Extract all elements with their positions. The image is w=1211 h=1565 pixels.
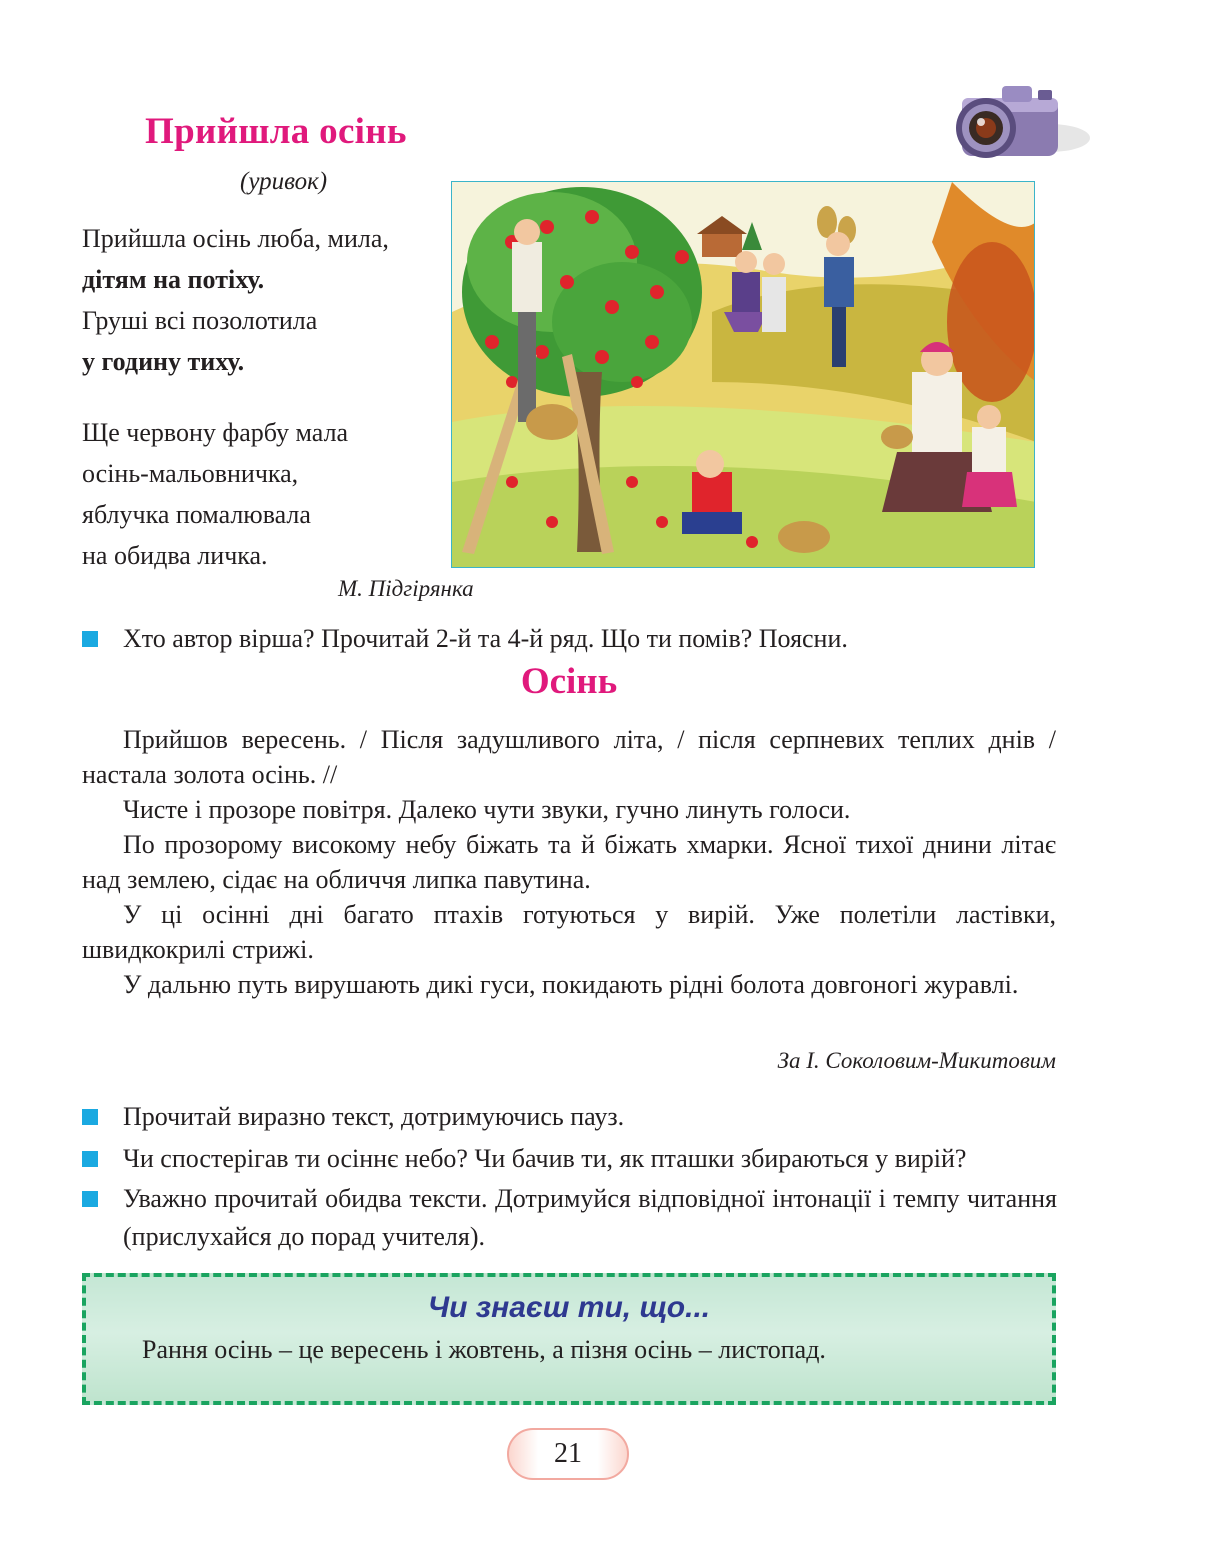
story-author: За І. Соколовим-Микитовим xyxy=(777,1048,1056,1073)
poem-line: Груші всі позолотила xyxy=(82,306,318,335)
task-text: Прочитай виразно текст, дотримуючись пауз. xyxy=(123,1102,625,1131)
did-you-know-text: Рання осінь – це вересень і жовтень, а пізня осінь – листопад. xyxy=(142,1335,826,1364)
story-paragraph: Чисте і прозоре повітря. Далеко чути звуки, гучно линуть голоси. xyxy=(123,795,851,824)
poem-line: Ще червону фарбу мала xyxy=(82,418,349,447)
stanza-gap xyxy=(82,382,389,412)
task-text: Чи спостерігав ти осіннє небо? Чи бачив ти, як пташки збираються у вирій? xyxy=(123,1144,967,1173)
story-paragraph: Прийшов вересень. / Після задушливого літа, / після серпневих теплих днів / настала золота осінь. // xyxy=(82,725,1056,789)
did-you-know-box xyxy=(82,1273,1056,1405)
poem-line: у годину тиху. xyxy=(82,347,245,376)
poem-line: яблучка помалювала xyxy=(82,500,311,529)
poem-line: на обидва личка. xyxy=(82,541,268,570)
autumn-orchard-illustration xyxy=(451,181,1035,568)
task-item xyxy=(82,1180,1057,1256)
poem-title: Прийшла осінь xyxy=(145,111,407,152)
poem-subtitle: (уривок) xyxy=(240,168,328,195)
poem-text xyxy=(82,218,389,576)
square-bullet-icon xyxy=(82,631,98,647)
did-you-know-title: Чи знаєш ти, що... xyxy=(427,1291,711,1324)
story-paragraph: У дальню путь вирушають дикі гуси, покидають рідні болота довгоногі журавлі. xyxy=(123,970,1019,999)
poem-author: М. Підгірянка xyxy=(338,576,474,601)
question-text: Хто автор вірша? Прочитай 2-й та 4-й ряд. Що ти помів? Поясни. xyxy=(123,624,848,653)
story-text xyxy=(82,722,1056,1002)
square-bullet-icon xyxy=(82,1109,98,1125)
task-text: Уважно прочитай обидва тексти. Дотримуйся відповідної інтонації і темпу читання (прислухайся до порад учителя). xyxy=(123,1184,1057,1251)
poem-line: осінь-мальовничка, xyxy=(82,459,299,488)
story-title: Осінь xyxy=(520,661,618,702)
poem-line: Прийшла осінь люба, мила, xyxy=(82,224,389,253)
square-bullet-icon xyxy=(82,1151,98,1167)
page-number: 21 xyxy=(507,1428,629,1480)
story-paragraph: По прозорому високому небу біжать та й біжать хмарки. Ясної тихої днини літає над землею, сідає на обличчя липка павутина. xyxy=(82,830,1056,894)
poem-line: дітям на потіху. xyxy=(82,265,265,294)
square-bullet-icon xyxy=(82,1191,98,1207)
task-item xyxy=(82,1140,1057,1178)
question-item xyxy=(82,620,1057,658)
camera-icon xyxy=(938,76,1094,168)
task-item xyxy=(82,1098,1057,1136)
story-paragraph: У ці осінні дні багато птахів готуються у вирій. Уже полетіли ластівки, швидкокрилі стрижі. xyxy=(82,900,1056,964)
